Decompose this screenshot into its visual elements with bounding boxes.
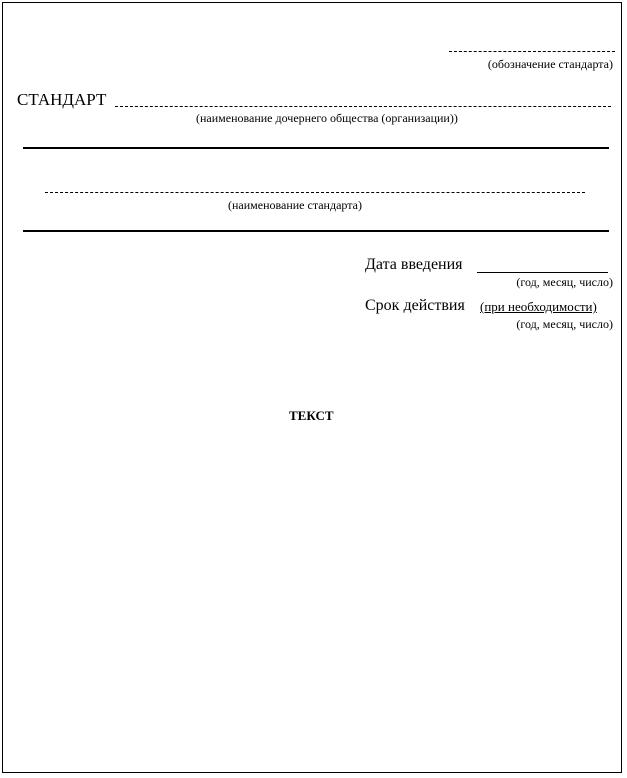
standard-name-line [45,192,585,193]
top-rule [23,147,609,149]
intro-date-caption: (год, месяц, число) [516,275,613,289]
intro-date-label: Дата введения [365,256,463,273]
validity-note: (при необходимости) [480,299,597,314]
validity-label: Срок действия [365,297,465,314]
standard-name-caption: (наименование стандарта) [228,198,362,212]
bottom-rule [23,230,609,232]
body-text: ТЕКСТ [289,408,334,423]
document-page [2,2,622,773]
designation-caption: (обозначение стандарта) [487,57,613,71]
organization-line [115,106,611,107]
validity-caption: (год, месяц, число) [516,317,613,331]
designation-line [449,51,615,52]
intro-date-line [477,272,608,273]
standard-title: СТАНДАРТ [17,90,107,109]
organization-caption: (наименование дочернего общества (организации)) [196,111,458,125]
